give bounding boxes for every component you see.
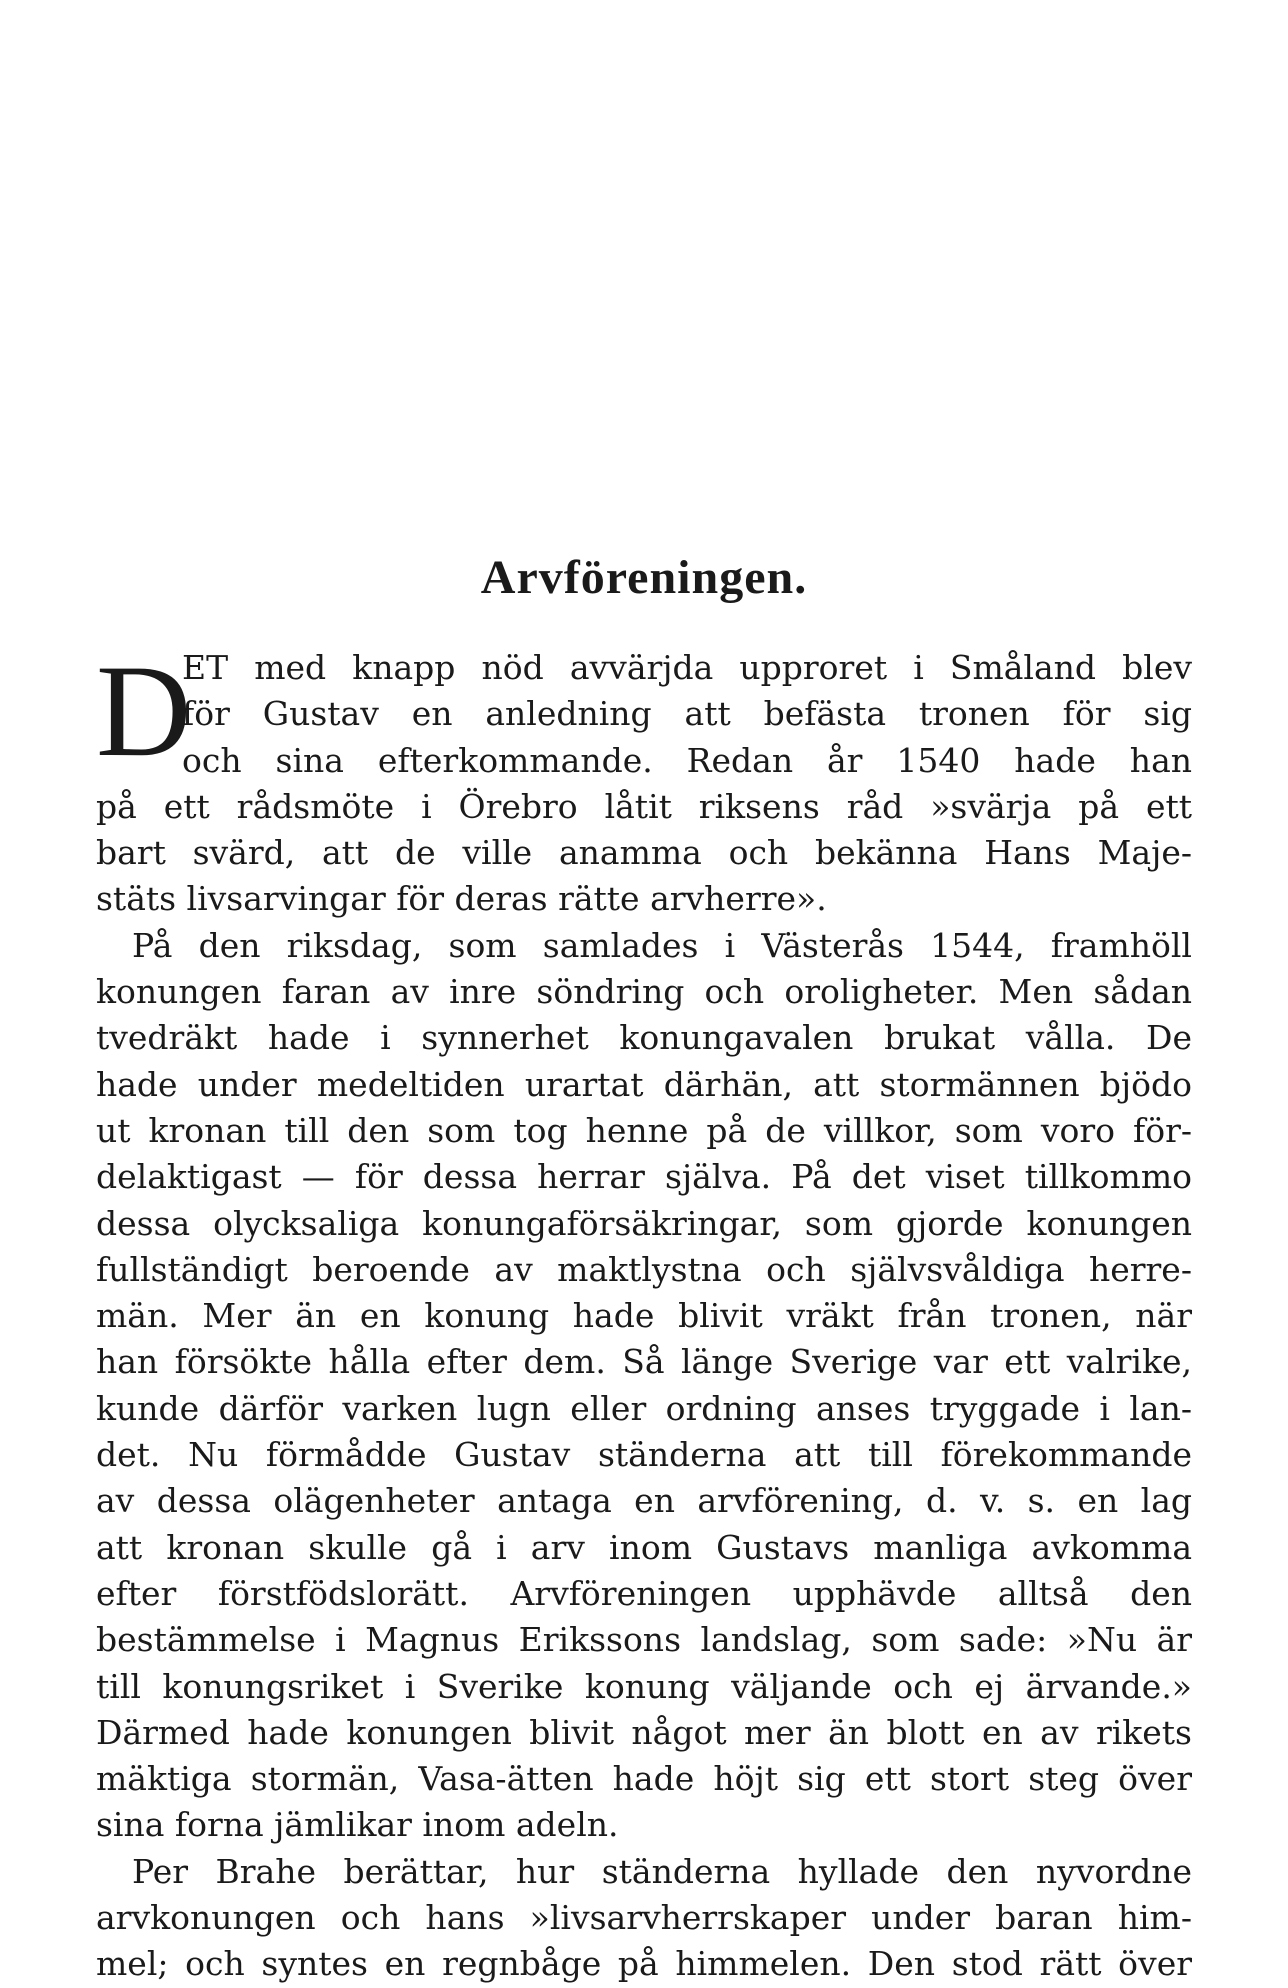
drop-cap: D <box>96 637 192 784</box>
text-line: till konungsriket i Sverike konung väljande och ej ärvande.» <box>96 1666 1192 1706</box>
text-line: delaktigast — för dessa herrar själva. På det viset tillkommo <box>96 1157 1192 1197</box>
text-line: bart svärd, att de ville anamma och bekänna Hans Maje- <box>96 833 1192 873</box>
text-line: män. Mer än en konung hade blivit vräkt från tronen, när <box>96 1296 1192 1336</box>
text-line: att kronan skulle gå i arv inom Gustavs manliga avkomma <box>96 1527 1192 1567</box>
text-line: ET med knapp nöd avvärjda upproret i Småland blev <box>182 648 1192 687</box>
text-line: tvedräkt hade i synnerhet konungavalen brukat vålla. De <box>96 1018 1192 1058</box>
text-line: På den riksdag, som samlades i Västerås 1544, framhöll <box>132 925 1192 965</box>
text-line: arvkonungen och hans »livsarvherrskaper under baran him- <box>96 1898 1192 1938</box>
text-line: Per Brahe berättar, hur ständerna hyllade den nyvordne <box>132 1851 1192 1891</box>
text-line: mel; och syntes en regnbåge på himmelen. Den stod rätt över <box>96 1944 1192 1984</box>
text-line: stäts livsarvingar för deras rätte arvherre». <box>96 879 827 919</box>
text-line: för Gustav en anledning att befästa tronen för sig <box>182 694 1192 734</box>
text-line: han försökte hålla efter dem. Så länge Sverige var ett valrike, <box>96 1342 1192 1382</box>
text-line: och sina efterkommande. Redan år 1540 hade han <box>182 740 1192 780</box>
text-line: kunde därför varken lugn eller ordning anses tryggade i lan- <box>96 1388 1192 1428</box>
text-line: fullständigt beroende av maktlystna och självsvåldiga herre- <box>96 1249 1192 1289</box>
text-line: Därmed hade konungen blivit något mer än blott en av rikets <box>96 1712 1192 1752</box>
text-line: efter förstfödslorätt. Arvföreningen upphävde alltså den <box>96 1573 1192 1613</box>
text-line: dessa olycksaliga konungaförsäkringar, som gjorde konungen <box>96 1203 1192 1243</box>
text-line: ut kronan till den som tog henne på de villkor, som voro för- <box>96 1110 1192 1150</box>
text-line: av dessa olägenheter antaga en arvförening, d. v. s. en lag <box>96 1481 1192 1521</box>
text-line: bestämmelse i Magnus Erikssons landslag, som sade: »Nu är <box>96 1620 1192 1660</box>
text-line: hade under medeltiden urartat därhän, att stormännen bjödo <box>96 1064 1192 1104</box>
chapter-title: Arvföreningen. <box>480 551 808 604</box>
text-line: mäktiga stormän, Vasa-ätten hade höjt sig ett stort steg över <box>96 1759 1192 1799</box>
text-line: på ett rådsmöte i Örebro låtit riksens råd »svärja på ett <box>96 786 1192 826</box>
text-line: konungen faran av inre söndring och oroligheter. Men sådan <box>96 972 1192 1012</box>
text-line: det. Nu förmådde Gustav ständerna att till förekommande <box>96 1435 1192 1475</box>
text-line: sina forna jämlikar inom adeln. <box>96 1805 619 1845</box>
body-text <box>96 637 1192 1988</box>
